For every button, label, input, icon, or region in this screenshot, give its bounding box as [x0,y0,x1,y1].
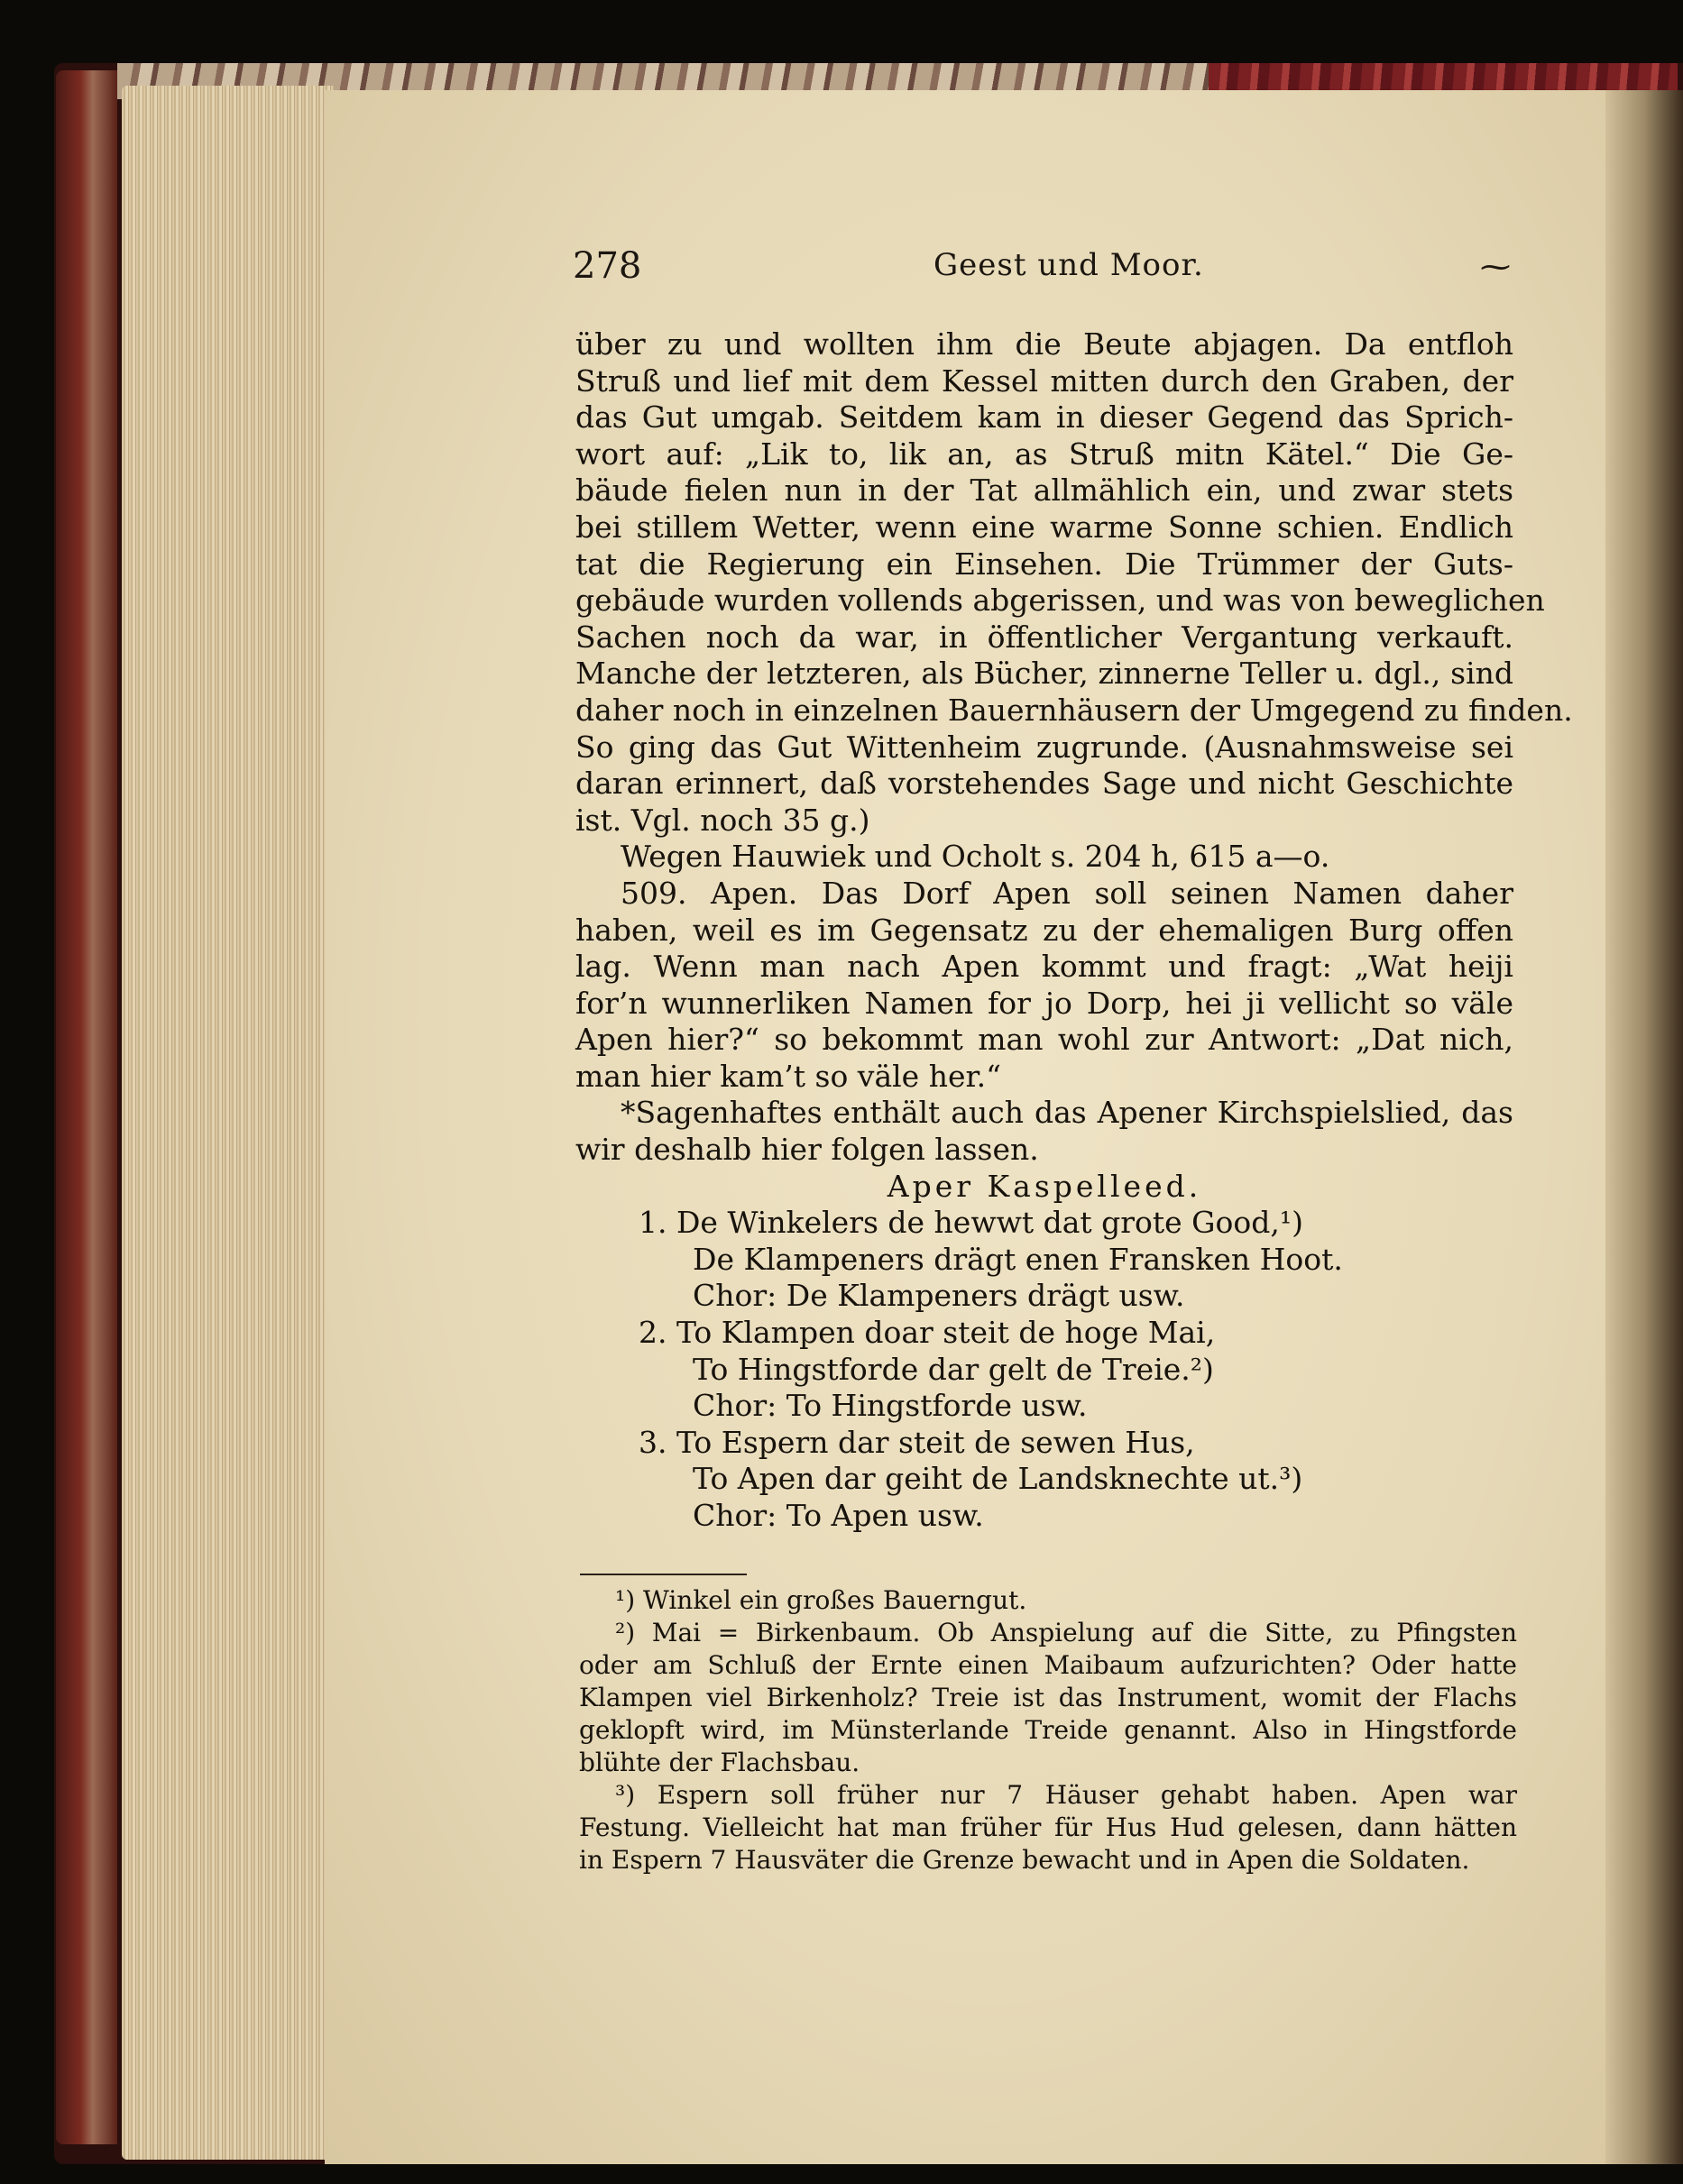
text-line: So ging das Gut Wittenheim zugrunde. (Ausnahmsweise sei [575,729,1513,765]
footnote-line: Festung. Vielleicht hat man früher für Hus Hud gelesen, dann hätten [579,1812,1517,1842]
footnote-rule [580,1574,747,1575]
text-line: Struß und lief mit dem Kessel mitten durch den Graben, der [575,362,1513,399]
text-line: das Gut umgab. Seitdem kam in dieser Gegend das Sprich- [575,399,1513,436]
text-line: gebäude wurden vollends abgerissen, und was von beweglichen [575,583,1545,619]
text-line: Sachen noch da war, in öffentlicher Vergantung verkauft. [575,619,1513,655]
page-stack-edge [122,86,334,2160]
poem-line: To Apen dar geiht de Landsknechte ut.³) [693,1461,1303,1497]
book-spine-edge [56,70,117,2144]
poem-line: 1. De Winkelers de hewwt dat grote Good,¹) [639,1205,1303,1241]
footnote-line: oder am Schluß der Ernte einen Maibaum aufzurichten? Oder hatte [579,1650,1517,1680]
text-line: *Sagenhaftes enthält auch das Apener Kirchspielslied, das [621,1095,1513,1131]
footnote-line: ³) Espern soll früher nur 7 Häuser gehabt haben. Apen war [615,1780,1517,1810]
body-paragraph [575,326,1573,839]
text-line: Manche der letzteren, als Bücher, zinnerne Teller u. dgl., sind [575,656,1513,692]
poem-line: De Klampeners drägt enen Fransken Hoot. [693,1241,1343,1277]
cross-reference-line: Wegen Hauwiek und Ocholt s. 204 h, 615 a—o. [621,839,1330,875]
text-line: man hier kam’t so väle her.“ [575,1058,1001,1094]
kirchspielslied-intro [575,1095,1513,1168]
footnote-line: Klampen viel Birkenholz? Treie ist das Instrument, womit der Flachs [579,1683,1517,1712]
footnote-line: ²) Mai = Birkenbaum. Ob Anspielung auf die Sitte, zu Pfingsten [615,1618,1517,1647]
text-line: bei stillem Wetter, wenn eine warme Sonne schien. Endlich [575,509,1513,545]
text-line: Apen hier?“ so bekommt man wohl zur Antwort: „Dat nich, [575,1022,1513,1058]
text-line: for’n wunnerliken Namen for jo Dorp, hei ji vellicht so väle [575,985,1513,1021]
text-line: lag. Wenn man nach Apen kommt und fragt: „Wat heiji [575,949,1513,985]
poem-line: Chor: De Klampeners drägt usw. [693,1278,1185,1314]
text-line: über zu und wollten ihm die Beute abjagen. Da entfloh [575,326,1513,362]
footnote-line: geklopft wird, im Münsterlande Treide genannt. Also in Hingstforde [579,1715,1517,1745]
text-line: wir deshalb hier folgen lassen. [575,1132,1039,1168]
footnote-line: in Espern 7 Hausväter die Grenze bewacht und in Apen die Soldaten. [579,1845,1470,1875]
footnote-line: blühte der Flachsbau. [579,1748,860,1777]
ornament-icon: ⁓ [1480,249,1511,285]
poem [575,1205,1513,1534]
text-line: tat die Regierung ein Einsehen. Die Trümmer der Guts- [575,546,1513,582]
running-header [573,245,1520,290]
footnotes [579,1584,1517,1877]
page-gutter [1605,90,1683,2164]
poem-line: 3. To Espern dar steit de sewen Hus, [639,1424,1195,1460]
poem-line: To Hingstforde dar gelt de Treie.²) [693,1351,1214,1387]
footnote-line: ¹) Winkel ein großes Bauerngut. [615,1585,1027,1615]
section-509 [575,876,1513,1096]
poem-line: 2. To Klampen doar steit de hoge Mai, [639,1315,1216,1351]
poem-line: Chor: To Apen usw. [693,1498,984,1533]
poem-line: Chor: To Hingstforde usw. [693,1388,1088,1424]
poem-title: Aper Kaspelleed. [887,1168,1202,1204]
text-line: daran erinnert, daß vorstehendes Sage und nicht Geschichte [575,766,1513,802]
text-line: 509. Apen. Das Dorf Apen soll seinen Namen daher [621,875,1513,911]
main-text [575,326,1573,1535]
text-line: wort auf: „Lik to, lik an, as Struß mitn Kätel.“ Die Ge- [575,436,1513,472]
text-line: bäude fielen nun in der Tat allmählich ein, und zwar stets [575,473,1513,509]
text-line: daher noch in einzelnen Bauernhäusern der Umgegend zu finden. [575,692,1573,728]
text-line: haben, weil es im Gegensatz zu der ehemaligen Burg offen [575,912,1513,948]
page-number: 278 [573,245,642,287]
text-line: ist. Vgl. noch 35 g.) [575,802,870,838]
running-title: Geest und Moor. [933,247,1204,283]
